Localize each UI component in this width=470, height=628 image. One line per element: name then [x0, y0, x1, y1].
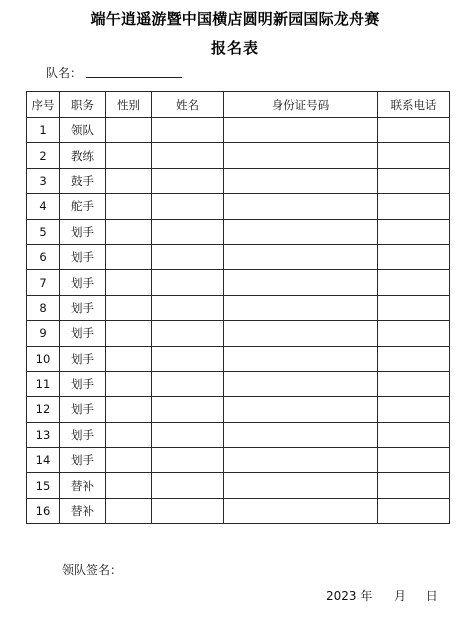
row-role: 划手	[60, 422, 106, 447]
id-number-cell[interactable]	[224, 321, 378, 346]
gender-cell[interactable]	[106, 219, 152, 244]
date-year: 2023	[326, 589, 357, 603]
gender-cell[interactable]	[106, 346, 152, 371]
phone-cell[interactable]	[378, 321, 450, 346]
id-number-cell[interactable]	[224, 270, 378, 295]
phone-cell[interactable]	[378, 194, 450, 219]
gender-cell[interactable]	[106, 194, 152, 219]
phone-cell[interactable]	[378, 295, 450, 320]
gender-cell[interactable]	[106, 371, 152, 396]
id-number-cell[interactable]	[224, 194, 378, 219]
gender-cell[interactable]	[106, 143, 152, 168]
row-role: 划手	[60, 321, 106, 346]
row-role: 划手	[60, 244, 106, 269]
row-number: 8	[27, 295, 60, 320]
header-number: 序号	[27, 92, 60, 118]
row-number: 5	[27, 219, 60, 244]
name-cell[interactable]	[152, 448, 224, 473]
row-role: 划手	[60, 219, 106, 244]
date-month-unit: 月	[394, 589, 407, 603]
row-role: 划手	[60, 295, 106, 320]
phone-cell[interactable]	[378, 118, 450, 143]
table-header-row	[27, 92, 450, 118]
date-line	[326, 587, 438, 604]
team-name-label: 队名：	[46, 66, 83, 80]
table-row	[27, 244, 450, 269]
gender-cell[interactable]	[106, 295, 152, 320]
table-row	[27, 118, 450, 143]
row-number: 13	[27, 422, 60, 447]
phone-cell[interactable]	[378, 143, 450, 168]
name-cell[interactable]	[152, 473, 224, 498]
id-number-cell[interactable]	[224, 498, 378, 523]
table-row	[27, 473, 450, 498]
row-role: 教练	[60, 143, 106, 168]
phone-cell[interactable]	[378, 219, 450, 244]
id-number-cell[interactable]	[224, 346, 378, 371]
row-number: 16	[27, 498, 60, 523]
phone-cell[interactable]	[378, 422, 450, 447]
row-role: 领队	[60, 118, 106, 143]
phone-cell[interactable]	[378, 346, 450, 371]
id-number-cell[interactable]	[224, 295, 378, 320]
name-cell[interactable]	[152, 168, 224, 193]
form-subtitle: 报名表	[210, 39, 259, 57]
row-number: 12	[27, 397, 60, 422]
table-row	[27, 346, 450, 371]
team-name-field[interactable]	[86, 77, 182, 78]
header-name: 姓名	[152, 92, 224, 118]
row-number: 9	[27, 321, 60, 346]
gender-cell[interactable]	[106, 168, 152, 193]
form-title: 端午逍遥游暨中国横店圆明新园国际龙舟赛	[90, 10, 380, 28]
phone-cell[interactable]	[378, 270, 450, 295]
name-cell[interactable]	[152, 270, 224, 295]
table-row	[27, 371, 450, 396]
table-row	[27, 219, 450, 244]
header-phone: 联系电话	[378, 92, 450, 118]
name-cell[interactable]	[152, 244, 224, 269]
phone-cell[interactable]	[378, 397, 450, 422]
table-row	[27, 194, 450, 219]
name-cell[interactable]	[152, 219, 224, 244]
row-number: 11	[27, 371, 60, 396]
name-cell[interactable]	[152, 321, 224, 346]
gender-cell[interactable]	[106, 473, 152, 498]
header-role: 职务	[60, 92, 106, 118]
id-number-cell[interactable]	[224, 371, 378, 396]
name-cell[interactable]	[152, 346, 224, 371]
table-row	[27, 422, 450, 447]
table-row	[27, 397, 450, 422]
gender-cell[interactable]	[106, 397, 152, 422]
name-cell[interactable]	[152, 194, 224, 219]
phone-cell[interactable]	[378, 168, 450, 193]
row-number: 4	[27, 194, 60, 219]
phone-cell[interactable]	[378, 371, 450, 396]
table-row	[27, 168, 450, 193]
gender-cell[interactable]	[106, 244, 152, 269]
gender-cell[interactable]	[106, 422, 152, 447]
gender-cell[interactable]	[106, 270, 152, 295]
gender-cell[interactable]	[106, 118, 152, 143]
id-number-cell[interactable]	[224, 168, 378, 193]
row-number: 2	[27, 143, 60, 168]
row-number: 7	[27, 270, 60, 295]
row-role: 鼓手	[60, 168, 106, 193]
table-row	[27, 270, 450, 295]
id-number-cell[interactable]	[224, 422, 378, 447]
row-role: 划手	[60, 346, 106, 371]
id-number-cell[interactable]	[224, 448, 378, 473]
row-role: 替补	[60, 473, 106, 498]
registration-table	[26, 91, 450, 524]
header-gender: 性别	[106, 92, 152, 118]
name-cell[interactable]	[152, 498, 224, 523]
header-id-number: 身份证号码	[224, 92, 378, 118]
id-number-cell[interactable]	[224, 244, 378, 269]
id-number-cell[interactable]	[224, 118, 378, 143]
id-number-cell[interactable]	[224, 219, 378, 244]
name-cell[interactable]	[152, 422, 224, 447]
phone-cell[interactable]	[378, 244, 450, 269]
row-role: 划手	[60, 397, 106, 422]
id-number-cell[interactable]	[224, 143, 378, 168]
table-row	[27, 498, 450, 523]
gender-cell[interactable]	[106, 498, 152, 523]
row-number: 1	[27, 118, 60, 143]
row-number: 6	[27, 244, 60, 269]
gender-cell[interactable]	[106, 448, 152, 473]
name-cell[interactable]	[152, 295, 224, 320]
name-cell[interactable]	[152, 397, 224, 422]
row-number: 15	[27, 473, 60, 498]
phone-cell[interactable]	[378, 498, 450, 523]
table-row	[27, 143, 450, 168]
id-number-cell[interactable]	[224, 397, 378, 422]
name-cell[interactable]	[152, 371, 224, 396]
date-day-unit: 日	[425, 589, 438, 603]
name-cell[interactable]	[152, 143, 224, 168]
row-role: 划手	[60, 448, 106, 473]
row-number: 3	[27, 168, 60, 193]
table-row	[27, 321, 450, 346]
leader-signature-label: 领队签名：	[62, 563, 123, 577]
row-role: 替补	[60, 498, 106, 523]
phone-cell[interactable]	[378, 473, 450, 498]
id-number-cell[interactable]	[224, 473, 378, 498]
row-number: 10	[27, 346, 60, 371]
row-number: 14	[27, 448, 60, 473]
table-row	[27, 295, 450, 320]
phone-cell[interactable]	[378, 448, 450, 473]
gender-cell[interactable]	[106, 321, 152, 346]
row-role: 划手	[60, 270, 106, 295]
row-role: 舵手	[60, 194, 106, 219]
table-row	[27, 448, 450, 473]
date-year-unit: 年	[360, 589, 373, 603]
row-role: 划手	[60, 371, 106, 396]
name-cell[interactable]	[152, 118, 224, 143]
